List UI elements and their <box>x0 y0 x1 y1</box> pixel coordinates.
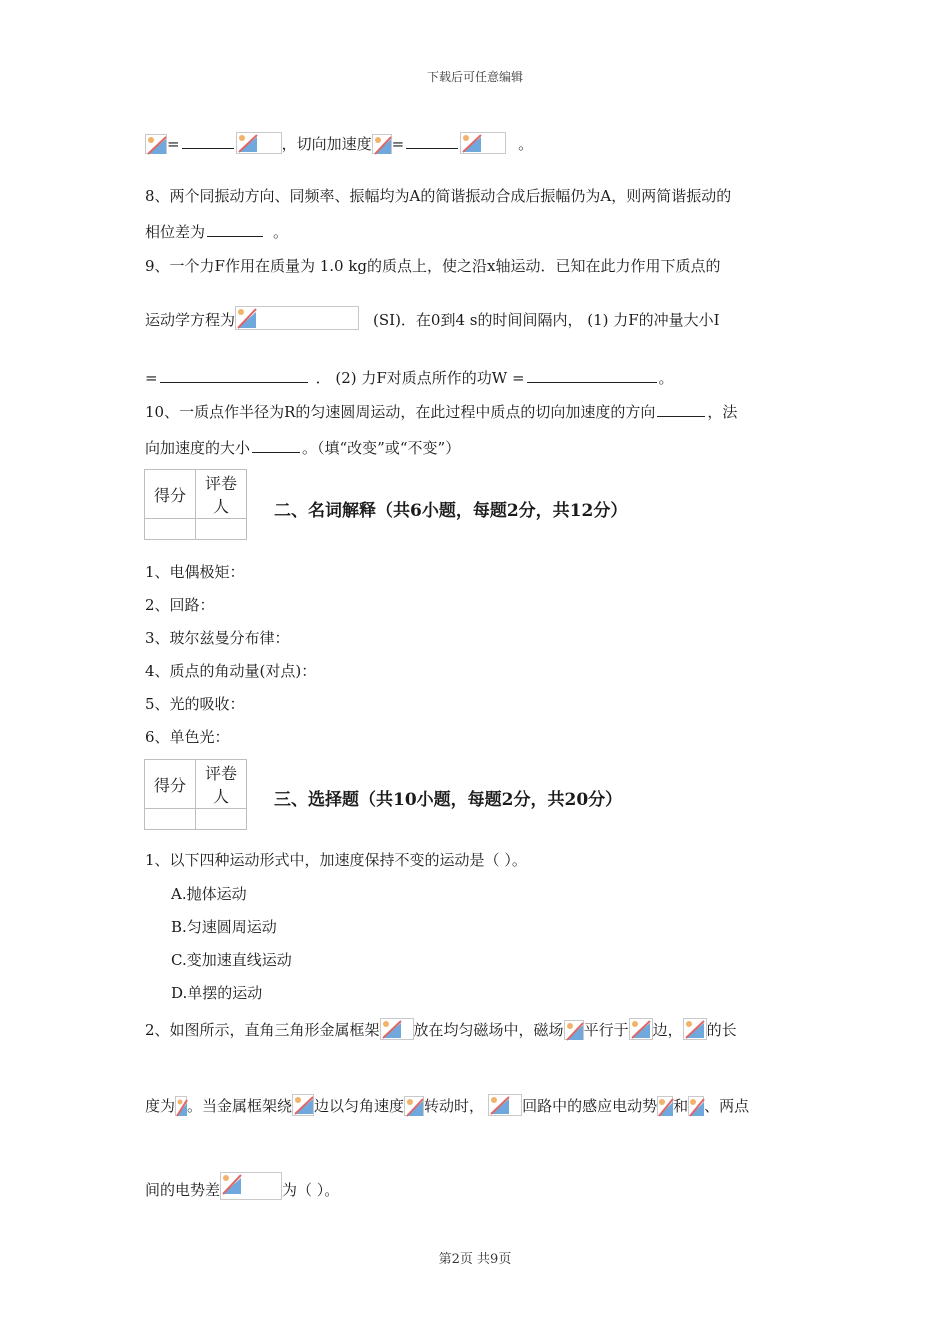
q2-text: 2、如图所示，直角三角形金属框架 <box>145 1021 380 1039</box>
score-box <box>144 759 247 830</box>
formula-image-icon <box>683 1018 707 1040</box>
answer-blank <box>252 438 300 453</box>
q2-text: 边， <box>652 1021 683 1039</box>
page-number: 第2页 共9页 <box>438 1252 512 1267</box>
q9-line2 <box>145 306 720 330</box>
q10-text: 10、一质点作半径为R的匀速圆周运动，在此过程中质点的切向加速度的方向 <box>145 403 656 421</box>
mc-q2-line3 <box>145 1172 339 1200</box>
q2-text: 、两点 <box>704 1097 750 1115</box>
formula-image-icon <box>460 132 506 154</box>
answer-blank <box>182 134 234 149</box>
term-item: 5、光的吸收： <box>145 695 245 713</box>
q10-line2 <box>145 438 460 458</box>
mc-option: B.匀速圆周运动 <box>171 918 277 936</box>
tangential-acceleration-label: ，切向加速度 <box>281 135 372 153</box>
mc-option: A.抛体运动 <box>171 885 247 903</box>
q9-text: ． (2) 力F对质点所作的功W = <box>315 369 525 387</box>
formula-image-icon <box>688 1096 704 1116</box>
grader-cell <box>196 519 247 540</box>
q2-text: 为（ ）。 <box>282 1181 340 1199</box>
formula-image-icon <box>175 1096 187 1116</box>
q2-text: 和 <box>673 1097 689 1115</box>
mc-option: C.变加速直线运动 <box>171 951 292 969</box>
section2-title: 二、名词解释（共6小题，每题2分，共12分） <box>274 501 628 521</box>
header-note: 下载后可任意编辑 <box>426 70 523 84</box>
term-item: 6、单色光： <box>145 728 230 746</box>
q9-line1: 9、一个力F作用在质量为 1.0 kg的质点上，使之沿x轴运动．已知在此力作用下质点的 <box>145 257 721 275</box>
answer-blank <box>160 368 308 383</box>
answer-blank <box>657 402 705 417</box>
q9-text: (SI)．在0到4 s的时间间隔内， (1) 力F的冲量大小I <box>373 311 720 329</box>
q2-text: 间的电势差 <box>145 1181 221 1199</box>
term-item: 4、质点的角动量(对点)： <box>145 662 317 680</box>
q10-text: 向加速度的大小 <box>145 439 251 457</box>
equals-sign: = <box>391 135 405 153</box>
q2-text: 回路中的感应电动势 <box>522 1097 658 1115</box>
formula-image-icon <box>292 1094 314 1116</box>
q9-text: 。 <box>658 369 674 387</box>
q2-text: 。当金属框架绕 <box>187 1097 293 1115</box>
q9-line3 <box>145 368 674 388</box>
mc-option: D.单摆的运动 <box>171 984 263 1002</box>
answer-blank <box>207 222 263 237</box>
formula-image-icon <box>235 306 359 330</box>
score-box <box>144 469 247 540</box>
q10-line1 <box>145 402 737 422</box>
formula-image-icon <box>380 1018 414 1040</box>
q8-line2 <box>145 222 288 242</box>
q2-text: 转动时， <box>424 1097 485 1115</box>
answer-blank <box>406 134 458 149</box>
formula-image-icon <box>236 132 282 154</box>
term-item: 3、玻尔兹曼分布律： <box>145 629 290 647</box>
q2-text: 放在均匀磁场中，磁场 <box>413 1021 564 1039</box>
formula-image-icon <box>629 1018 653 1040</box>
formula-image-icon <box>220 1172 282 1200</box>
formula-image-icon <box>657 1096 673 1116</box>
formula-image-icon <box>488 1094 522 1116</box>
q2-text: 平行于 <box>583 1021 629 1039</box>
term-item: 2、回路： <box>145 596 215 614</box>
q9-text: 运动学方程为 <box>145 311 236 329</box>
score-label: 得分 <box>145 760 196 809</box>
term-item: 1、电偶极矩： <box>145 563 245 581</box>
mc-q2-line1 <box>145 1018 737 1040</box>
score-label: 得分 <box>145 470 196 519</box>
formula-image-icon <box>564 1020 584 1040</box>
q10-text: ，法 <box>707 403 738 421</box>
q8-text: 。 <box>273 223 289 241</box>
grader-label: 评卷人 <box>196 760 247 809</box>
q10-text: 。（填“改变”或“不变”） <box>302 439 461 457</box>
q2-text: 度为 <box>145 1097 176 1115</box>
q2-text: 的长 <box>706 1021 737 1039</box>
q2-text: 边以匀角速度 <box>314 1097 405 1115</box>
formula-image-icon <box>404 1096 424 1116</box>
answer-blank <box>527 368 657 383</box>
q8-text: 相位差为 <box>145 223 206 241</box>
q7-tail-line <box>145 132 533 154</box>
mc-q2-line2 <box>145 1094 749 1116</box>
q8-line1: 8、两个同振动方向、同频率、振幅均为A的简谐振动合成后振幅仍为A，则两简谐振动的 <box>145 187 732 205</box>
grader-label: 评卷人 <box>196 470 247 519</box>
equals-sign: = <box>167 135 180 153</box>
mc-q1-stem: 1、以下四种运动形式中，加速度保持不变的运动是（ ）。 <box>145 851 527 869</box>
period: 。 <box>518 135 534 153</box>
formula-image-icon <box>372 134 392 154</box>
q9-text: = <box>145 369 158 387</box>
section3-title: 三、选择题（共10小题，每题2分，共20分） <box>274 790 623 810</box>
grader-cell <box>196 809 247 830</box>
formula-image-icon <box>145 134 167 154</box>
score-cell <box>145 809 196 830</box>
score-cell <box>145 519 196 540</box>
